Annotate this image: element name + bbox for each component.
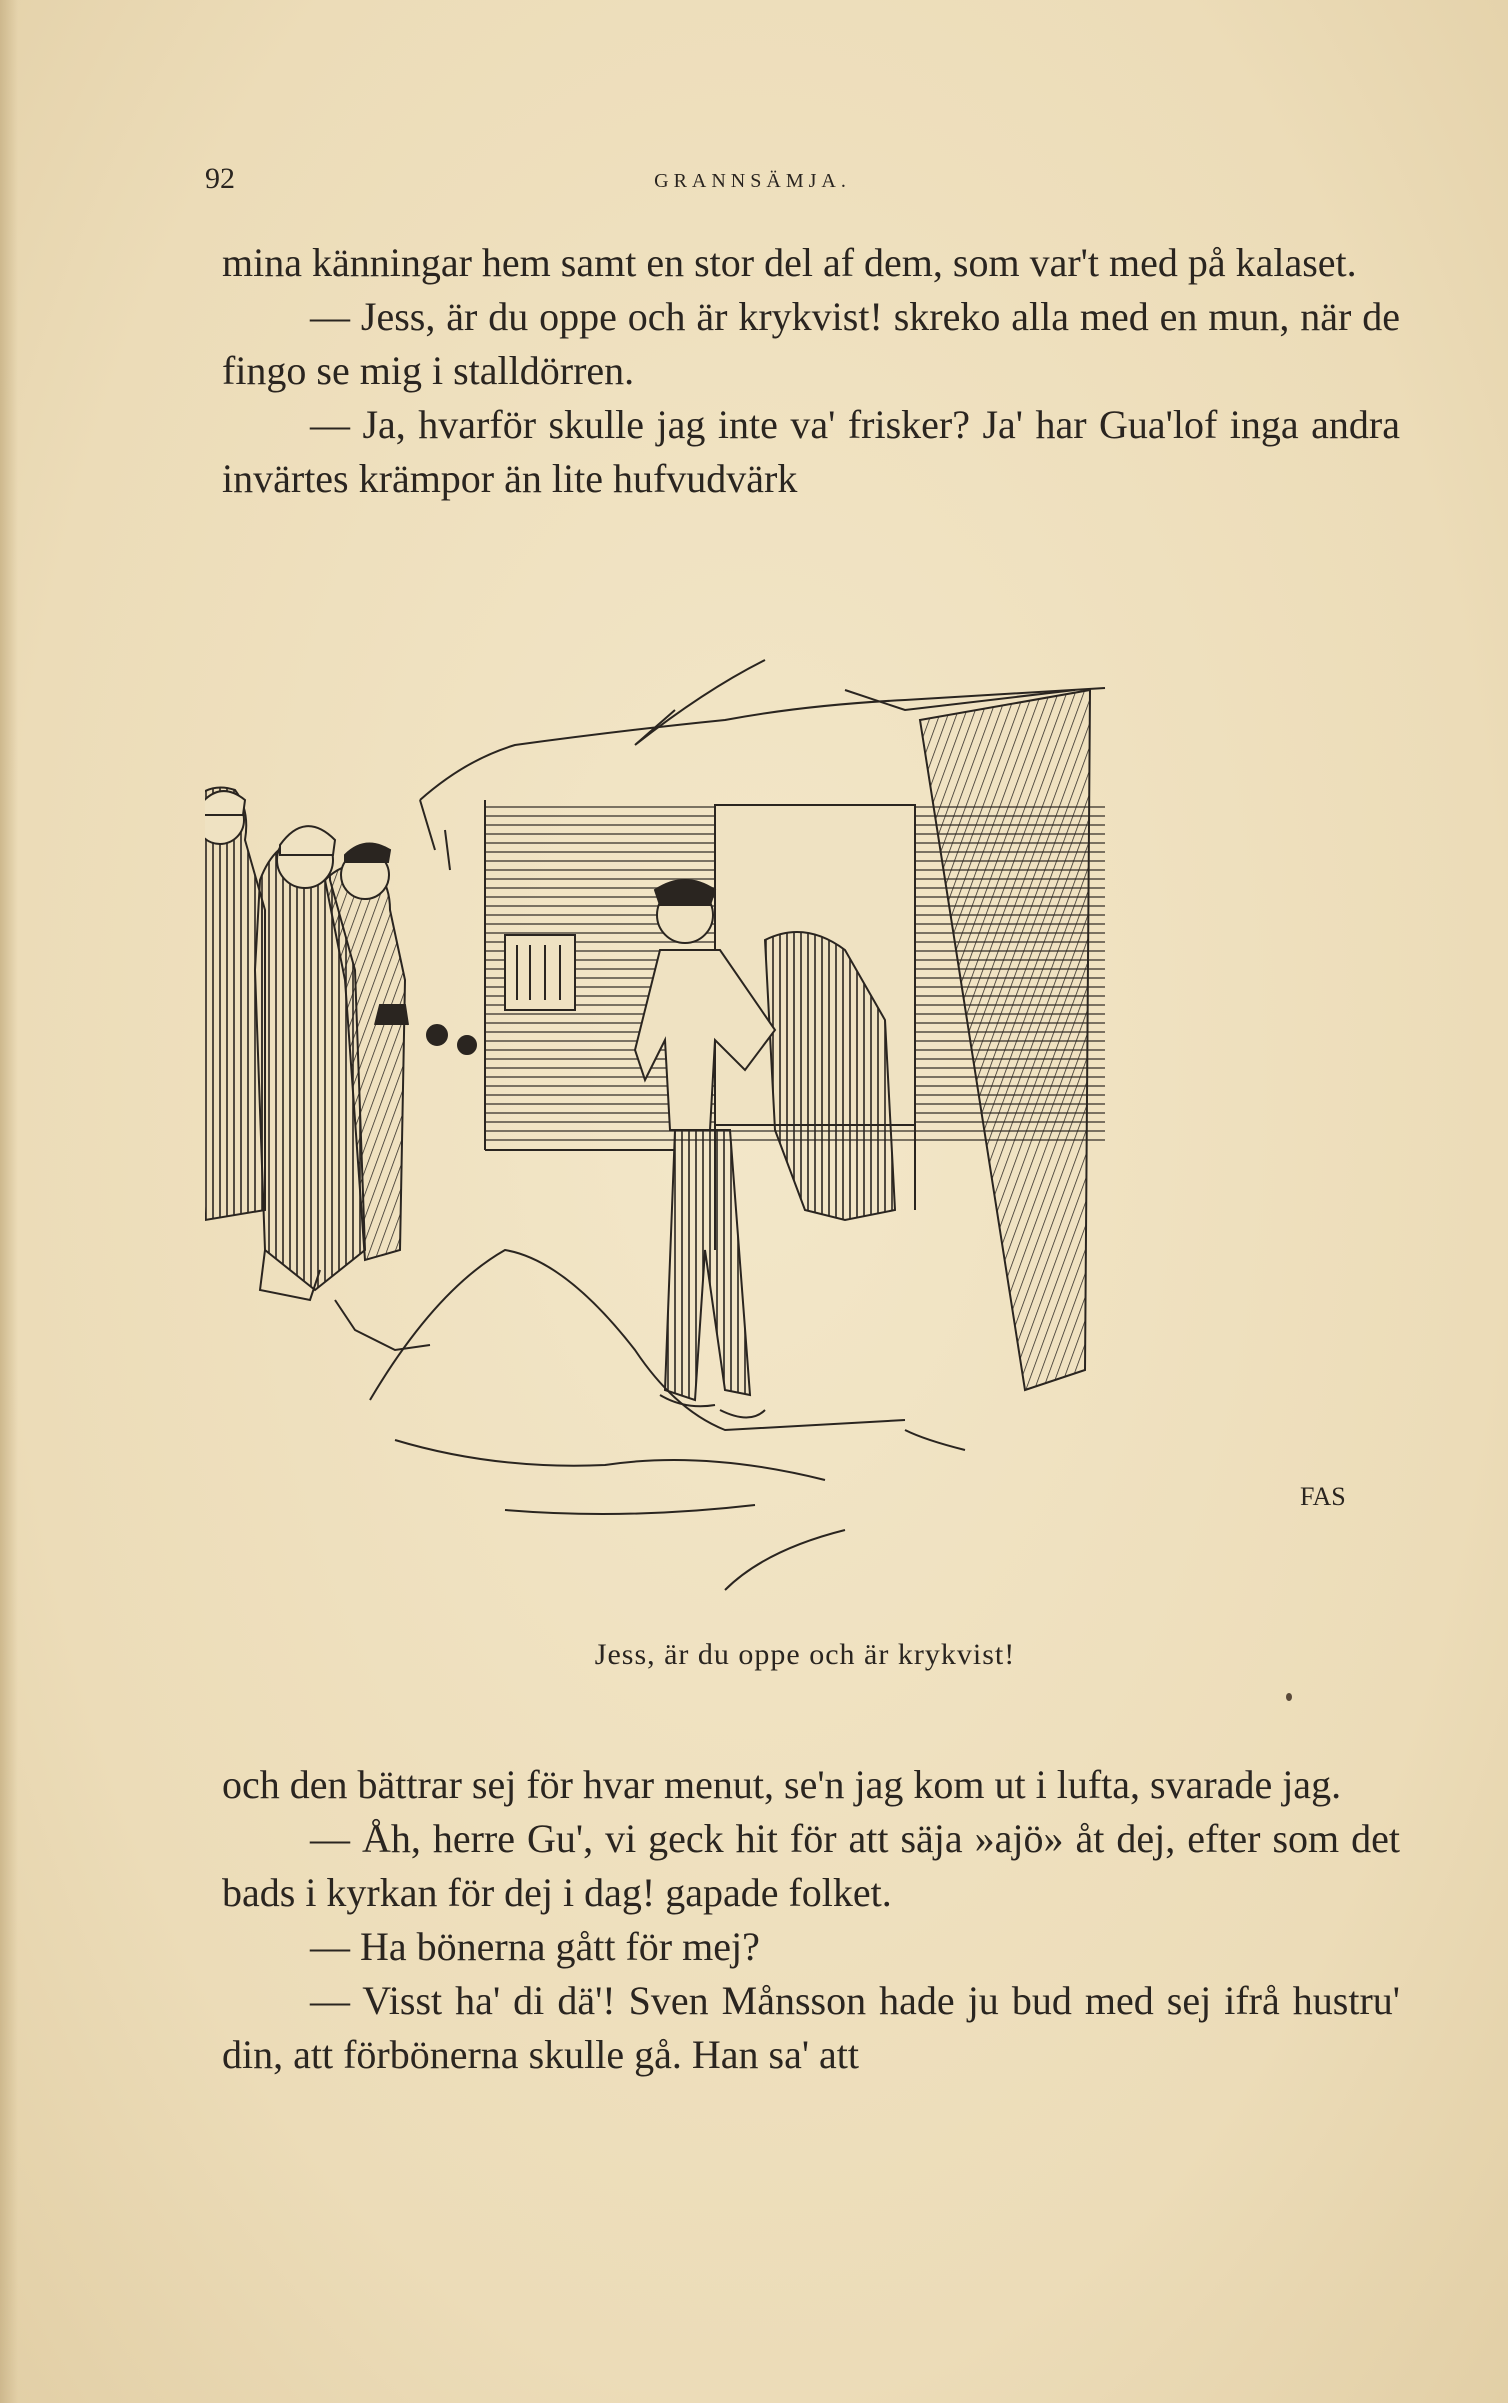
page-number: 92	[205, 162, 235, 195]
paragraph: och den bättrar sej för hvar menut, se'n jag kom ut i lufta, svarade jag.	[222, 1762, 1342, 1807]
running-title: GRANNSÄMJA.	[654, 170, 851, 192]
bottom-text-block	[222, 1758, 1400, 2082]
paragraph: — Ha bönerna gått för mej?	[310, 1924, 760, 1969]
paragraph: mina känningar hem samt en stor del af dem, som var't med på kalaset.	[222, 240, 1357, 285]
crowd-group	[205, 788, 430, 1351]
ink-speck	[1286, 1693, 1292, 1701]
paragraph: — Ja, hvarför skulle jag inte va' frisker? Ja' har Gua'lof inga andra invärtes krämpor än lite hufvudvärk	[222, 402, 1400, 501]
illustration-caption: Jess, är du oppe och är krykvist!	[594, 1638, 1016, 1671]
top-text-block	[222, 236, 1400, 506]
illustration	[205, 650, 1405, 1640]
paragraph: — Jess, är du oppe och är krykvist! skreko alla med en mun, när de fingo se mig i stalldörren.	[222, 294, 1400, 393]
artist-monogram: FAS	[1300, 1482, 1346, 1511]
page-edge-shadow	[0, 0, 18, 2403]
page-header	[205, 162, 1300, 202]
paragraph: — Åh, herre Gu', vi geck hit för att säja »ajö» åt dej, efter som det bads i kyrkan för dej i dag! gapade folket.	[222, 1816, 1400, 1915]
paragraph: — Visst ha' di dä'! Sven Månsson hade ju bud med sej ifrå hustru' din, att förbönerna skulle gå. Han sa' att	[222, 1978, 1400, 2077]
